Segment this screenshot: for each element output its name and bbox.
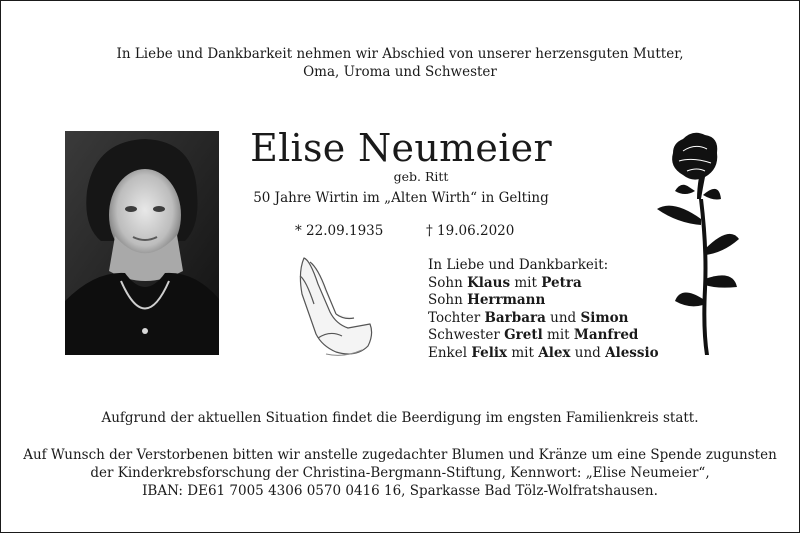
family-relation-text: Tochter — [428, 309, 485, 326]
family-member-row — [428, 292, 659, 310]
family-relation-text: mit — [542, 327, 574, 343]
family-member-row — [428, 275, 659, 293]
donation-line-1: Auf Wunsch der Verstorbenen bitten wir anstelle zugedachter Blumen und Kränze um eine Spende zugunsten — [23, 447, 777, 463]
praying-hands-drawing — [296, 254, 374, 358]
birth-date: * 22.09.1935 — [295, 223, 384, 239]
family-relation-text: und — [545, 309, 581, 326]
funeral-notice: Aufgrund der aktuellen Situation findet die Beerdigung im engsten Familienkreis statt. — [101, 410, 699, 426]
rose-drawing — [653, 129, 745, 357]
intro-line-2: Oma, Uroma und Schwester — [303, 64, 497, 80]
family-relation-text: mit — [510, 274, 542, 291]
portrait-photo-drawing — [65, 131, 219, 355]
family-relation-text: mit — [507, 344, 539, 361]
family-member-name: Gretl — [504, 327, 543, 343]
donation-line-2: der Kinderkrebsforschung der Christina-Bergmann-Stiftung, Kennwort: „Elise Neumeier“, — [90, 465, 710, 481]
portrait-photo — [65, 131, 219, 355]
family-rows — [428, 275, 659, 363]
family-heading: In Liebe und Dankbarkeit: — [428, 257, 609, 273]
death-date: † 19.06.2020 — [426, 223, 515, 239]
family-member-name: Herrmann — [467, 292, 546, 308]
family-member-name: Alessio — [605, 344, 659, 361]
intro-line-1: In Liebe und Dankbarkeit nehmen wir Abschied von unserer herzensguten Mutter, — [116, 46, 684, 62]
donation-line-3: IBAN: DE61 7005 4306 0570 0416 16, Sparkasse Bad Tölz-Wolfratshausen. — [142, 483, 658, 499]
family-member-name: Felix — [471, 344, 508, 361]
praying-hands-icon — [296, 254, 374, 358]
intro-text — [1, 45, 799, 81]
rose-icon — [653, 129, 745, 357]
family-member-name: Barbara — [484, 309, 546, 326]
family-member-name: Alex — [538, 344, 571, 361]
family-member-name: Klaus — [467, 274, 511, 291]
family-member-name: Simon — [580, 309, 629, 326]
family-member-name: Petra — [541, 274, 582, 291]
family-list — [428, 257, 659, 362]
donation-request — [1, 446, 799, 500]
family-relation-text: Sohn — [428, 292, 468, 308]
family-relation-text: Enkel — [428, 344, 472, 361]
maiden-name: geb. Ritt — [393, 169, 449, 184]
family-relation-text: Schwester — [428, 327, 505, 343]
family-member-row — [428, 310, 659, 328]
family-member-name: Manfred — [573, 327, 639, 343]
deceased-name: Elise Neumeier — [250, 126, 552, 170]
family-relation-text: Sohn — [428, 274, 468, 291]
family-member-row — [428, 327, 659, 345]
career-line: 50 Jahre Wirtin im „Alten Wirth“ in Gelting — [253, 190, 549, 206]
family-relation-text: und — [570, 344, 606, 361]
family-member-row — [428, 345, 659, 363]
